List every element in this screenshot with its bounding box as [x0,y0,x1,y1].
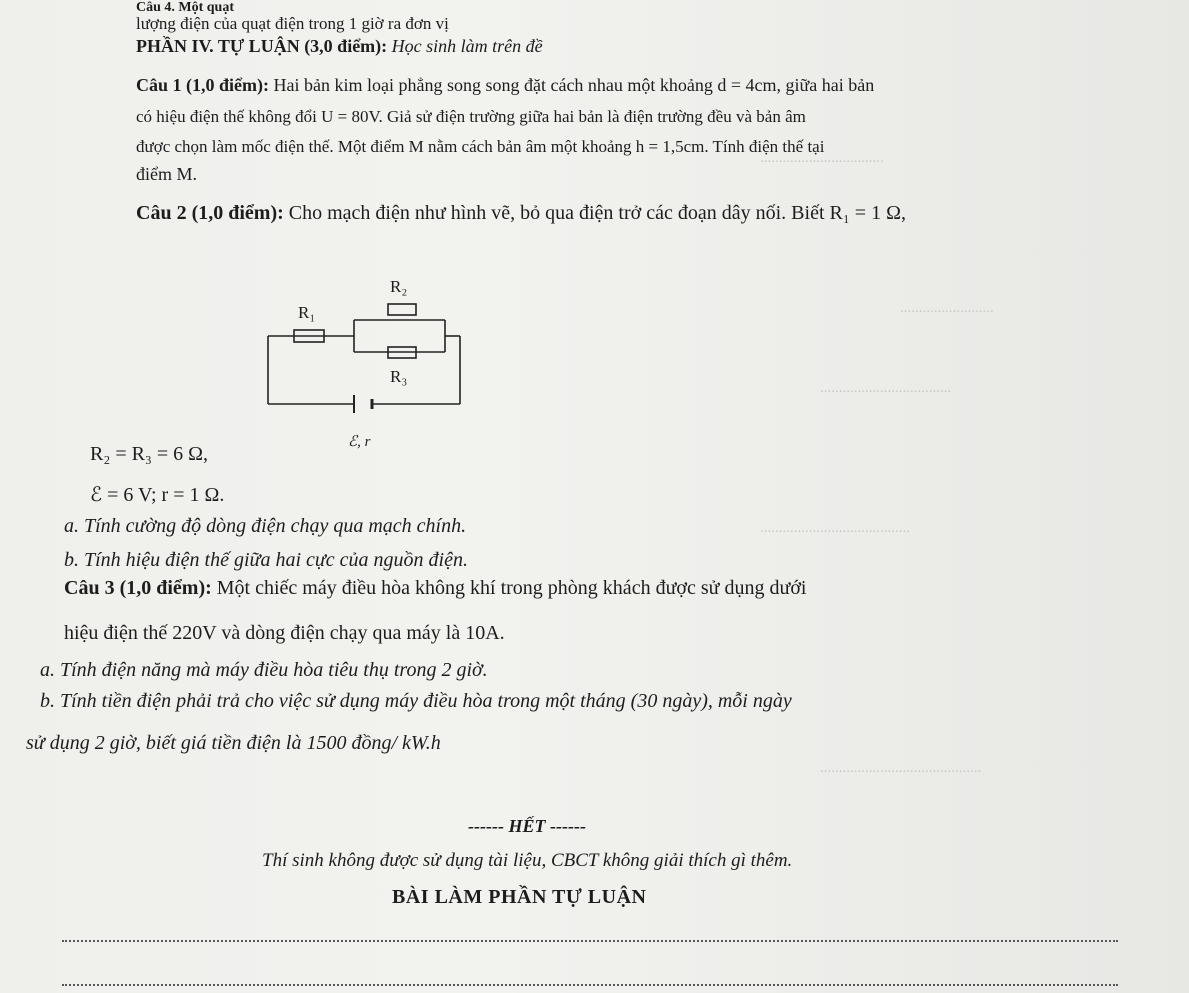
circuit-diagram [250,262,490,462]
q2-given-2: ℰ = 6 V; r = 1 Ω. [90,484,225,506]
show-through-text: ................................... [820,380,952,396]
top-cut-text: Câu 4. Một quạt [136,0,235,15]
r1-label: R₁ [298,303,316,322]
q3-text-1: Một chiếc máy điều hòa không khí trong phòng khách được sử dụng dưới [216,577,807,599]
q1-label: Câu 1 (1,0 điểm): [136,75,269,95]
q1-line3: được chọn làm mốc điện thế. Một điểm M nằm cách bản âm một khoảng h = 1,5cm. Tính điện thế tại [136,137,825,156]
source-label: ℰ, r [348,434,371,450]
section-note: Học sinh làm trên đề [391,36,543,56]
end-marker: ------ HẾT ------ [468,816,586,836]
section-heading [136,36,543,57]
resistor-r2 [388,304,416,315]
q2-intro-line [136,202,906,225]
q1-text-1: Hai bản kim loại phẳng song song đặt cách nhau một khoảng d = 4cm, giữa hai bản [273,75,875,95]
q1-line1 [136,75,874,96]
show-through-text: ........................................... [820,760,982,776]
q2-part-b: b. Tính hiệu điện thế giữa hai cực của nguồn điện. [64,549,468,571]
footer-note: Thí sinh không được sử dụng tài liệu, CBCT không giải thích gì thêm. [262,850,793,871]
show-through-text: ........................................ [760,520,910,536]
top-line: lượng điện của quạt điện trong 1 giờ ra đơn vị [136,14,449,33]
r3-label: R₃ [390,367,408,386]
q3-part-b-1: b. Tính tiền điện phải trả cho việc sử dụng máy điều hòa trong một tháng (30 ngày), mỗi ngày [40,690,792,712]
show-through-text: ................................. [760,150,884,166]
q3-line2: hiệu điện thế 220V và dòng điện chạy qua máy là 10A. [64,622,505,644]
answer-line [62,940,1118,942]
section-title: PHẦN IV. TỰ LUẬN (3,0 điểm): [136,36,388,56]
show-through-text: ......................... [900,300,994,316]
answer-line [62,984,1118,986]
q2-part-a: a. Tính cường độ dòng điện chạy qua mạch chính. [64,515,467,537]
q2-label: Câu 2 (1,0 điểm): [136,202,284,224]
q3-part-a: a. Tính điện năng mà máy điều hòa tiêu thụ trong 2 giờ. [40,659,488,681]
q2-given-1: R₂ = R₃ = 6 Ω, [90,443,209,465]
r2-label: R₂ [390,277,408,296]
q1-line4: điểm M. [136,164,197,184]
q2-intro: Cho mạch điện như hình vẽ, bỏ qua điện trở các đoạn dây nối. Biết R₁ = 1 Ω, [288,202,906,224]
q3-label: Câu 3 (1,0 điểm): [64,577,212,599]
q3-part-b-2: sử dụng 2 giờ, biết giá tiền điện là 1500 đồng/ kW.h [26,732,441,754]
answer-section-title: BÀI LÀM PHẦN TỰ LUẬN [392,886,647,908]
q1-line2: có hiệu điện thế không đổi U = 80V. Giả sử điện trường giữa hai bản là điện trường đều và bản âm [136,107,806,126]
q3-line1 [64,577,806,600]
